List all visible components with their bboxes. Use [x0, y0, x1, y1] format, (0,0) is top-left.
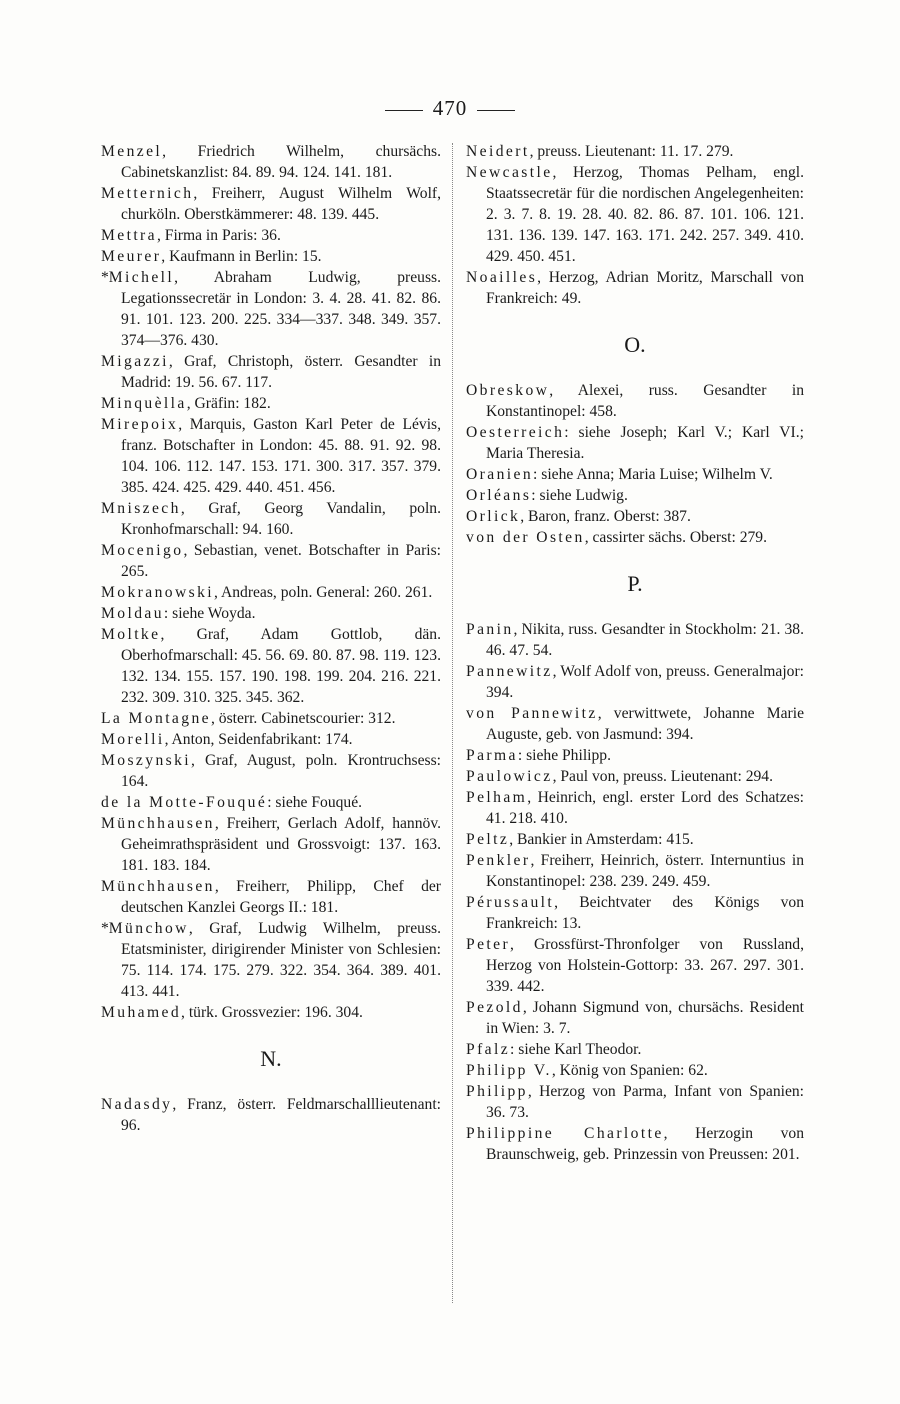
entry-marker: * — [101, 269, 109, 286]
entry-text: : siehe Ludwig. — [531, 487, 628, 504]
entry-text: : siehe Joseph; Karl V.; Karl VI.; Maria Theresia. — [486, 424, 804, 462]
index-entry — [466, 485, 804, 506]
entry-list-p — [466, 619, 804, 1165]
index-entry — [101, 813, 441, 876]
entry-name: Pelham — [466, 789, 528, 806]
entry-name: Mniszech — [101, 500, 181, 517]
entry-text: , Herzog, Thomas Pelham, engl. Staatssecretär für die nordischen Angelegenheiten: 2. 3. 7. 8. 19. 28. 40. 82. 86. 87. 101. 106. 121. 131. 136. 139. 147. 163. 171. 242. 257. 349. 410. 429. 450. 451. — [486, 164, 804, 265]
entry-name: Mocenigo — [101, 542, 184, 559]
index-entry — [466, 1039, 804, 1060]
page-number: 470 — [432, 96, 468, 120]
entry-text: , Sebastian, venet. Botschafter in Paris: 265. — [121, 542, 441, 580]
entry-text: , Friedrich Wilhelm, chursächs. Cabinetskanzlist: 84. 89. 94. 124. 141. 181. — [121, 143, 441, 181]
entry-name: Moldau — [101, 605, 164, 622]
entry-name: Philippine Charlotte — [466, 1125, 664, 1142]
section-heading-n: N. — [260, 1046, 282, 1071]
entry-text: , Firma in Paris: 36. — [156, 227, 281, 244]
entry-name: Peter — [466, 936, 511, 953]
index-entry — [466, 464, 804, 485]
entry-text: : siehe Woyda. — [163, 605, 256, 622]
page-header — [0, 96, 900, 121]
entry-name: Orléans — [466, 487, 532, 504]
index-entry — [466, 267, 804, 309]
entry-text: , preuss. Lieutenant: 11. 17. 279. — [529, 143, 734, 160]
entry-text: , österr. Cabinetscourier: 312. — [210, 710, 396, 727]
entry-name: Newcastle — [466, 164, 553, 181]
index-entry — [466, 162, 804, 267]
entry-name: Moltke — [101, 626, 161, 643]
entry-name: Neidert — [466, 143, 530, 160]
entry-name: Minquèlla — [101, 395, 187, 412]
index-entry — [466, 380, 804, 422]
entry-text: , Heinrich, engl. erster Lord des Schatzes: 41. 218. 410. — [486, 789, 804, 827]
index-entry — [466, 619, 804, 661]
index-entry — [101, 603, 441, 624]
entry-text: , Baron, franz. Oberst: 387. — [520, 508, 691, 525]
index-entry — [101, 876, 441, 918]
entry-name: Münchow — [108, 920, 189, 937]
entry-name: Migazzi — [101, 353, 169, 370]
index-entry — [101, 267, 441, 351]
right-column — [466, 141, 804, 1165]
entry-name: Menzel — [101, 143, 163, 160]
entry-name: von Pannewitz — [466, 705, 598, 722]
entry-text: , Graf, Christoph, österr. Gesandter in Madrid: 19. 56. 67. 117. — [121, 353, 441, 391]
entry-text: , Graf, Adam Gottlob, dän. Oberhofmarschall: 45. 56. 69. 80. 87. 98. 119. 123. 132. 134. 155. 157. 190. 198. 199. 204. 216. 221. 232. 309. 310. 325. 345. 362. — [121, 626, 441, 706]
entry-text: : siehe Karl Theodor. — [510, 1041, 642, 1058]
entry-text: , Johann Sigmund von, chursächs. Resident in Wien: 3. 7. — [486, 999, 804, 1037]
entry-name: Pérussault — [466, 894, 555, 911]
entry-marker: * — [101, 920, 109, 937]
entry-list-n-cont — [466, 141, 804, 309]
entry-name: Pfalz — [466, 1041, 511, 1058]
entry-text: , verwittwete, Johanne Marie Auguste, geb. von Jasmund: 394. — [486, 705, 804, 743]
entry-name: Muhamed — [101, 1004, 182, 1021]
index-entry — [466, 703, 804, 745]
entry-name: Pezold — [466, 999, 523, 1016]
index-entry — [466, 787, 804, 829]
entry-name: Mirepoix — [101, 416, 179, 433]
entry-text: , Alexei, russ. Gesandter in Konstantinopel: 458. — [486, 382, 804, 420]
entry-text: , Anton, Seidenfabrikant: 174. — [164, 731, 353, 748]
index-entry — [101, 414, 441, 498]
entry-name: Paulowicz — [466, 768, 553, 785]
index-entry — [101, 351, 441, 393]
entry-text: , türk. Grossvezier: 196. 304. — [181, 1004, 363, 1021]
entry-name: Münchhausen — [101, 815, 215, 832]
entry-text: , Graf, Georg Vandalin, poln. Kronhofmarschall: 94. 160. — [121, 500, 441, 538]
entry-name: Morelli — [101, 731, 165, 748]
index-entry — [101, 225, 441, 246]
index-entry — [101, 498, 441, 540]
entry-name: Oranien — [466, 466, 534, 483]
entry-name: Meurer — [101, 248, 162, 265]
index-entry — [101, 708, 441, 729]
index-entry — [101, 792, 441, 813]
entry-name: La Montagne — [101, 710, 211, 727]
index-entry — [466, 661, 804, 703]
entry-text: , Paul von, preuss. Lieutenant: 294. — [552, 768, 774, 785]
index-entry — [466, 141, 804, 162]
left-column — [101, 141, 441, 1136]
index-entry — [101, 750, 441, 792]
entry-text: , Graf, August, poln. Krontruchsess: 164. — [121, 752, 441, 790]
entry-text: : siehe Anna; Maria Luise; Wilhelm V. — [533, 466, 773, 483]
index-entry — [466, 422, 804, 464]
entry-text: , Freiherr, Philipp, Chef der deutschen Kanzlei Georgs II.: 181. — [121, 878, 441, 916]
entry-text: , Nikita, russ. Gesandter in Stockholm: 21. 38. 46. 47. 54. — [486, 621, 804, 659]
index-entry — [101, 141, 441, 183]
entry-text: , Gräfin: 182. — [186, 395, 271, 412]
entry-text: , Freiherr, Heinrich, österr. Internuntius in Konstantinopel: 238. 239. 249. 459. — [486, 852, 804, 890]
entry-text: , Freiherr, August Wilhelm Wolf, churköln. Oberstkämmerer: 48. 139. 445. — [121, 185, 441, 223]
index-entry — [101, 1002, 441, 1023]
entry-text: , Freiherr, Gerlach Adolf, hannöv. Geheimrathspräsident und Grossvoigt: 137. 163. 181. 183. 184. — [121, 815, 441, 874]
index-entry — [101, 729, 441, 750]
entry-name: Peltz — [466, 831, 510, 848]
entry-text: , Herzog, Adrian Moritz, Marschall von Frankreich: 49. — [486, 269, 804, 307]
entry-text: , Marquis, Gaston Karl Peter de Lévis, franz. Botschafter in London: 45. 88. 91. 92. 98. 104. 106. 112. 147. 153. 171. 300. 317. 357. 379. 385. 424. 425. 429. 440. 451. 456. — [121, 416, 441, 496]
index-entry — [466, 934, 804, 997]
index-entry — [101, 1094, 441, 1136]
entry-name: Obreskow — [466, 382, 550, 399]
entry-text: , Beichtvater des Königs von Frankreich: 13. — [486, 894, 804, 932]
entry-text: : siehe Fouqué. — [267, 794, 363, 811]
entry-text: , Graf, Ludwig Wilhelm, preuss. Etatsminister, dirigirender Minister von Schlesien: 75. 114. 174. 175. 279. 322. 354. 364. 389. 401. 413. 441. — [121, 920, 441, 1000]
entry-text: , Herzog von Parma, Infant von Spanien: 36. 73. — [486, 1083, 804, 1121]
entry-name: von der Osten — [466, 529, 585, 546]
entry-name: Münchhausen — [101, 878, 215, 895]
index-entry — [466, 997, 804, 1039]
entry-text: : siehe Philipp. — [517, 747, 611, 764]
entry-name: Nadasdy — [101, 1096, 173, 1113]
entry-name: Philipp V. — [466, 1062, 552, 1079]
entry-name: Metternich — [101, 185, 194, 202]
column-divider — [452, 143, 453, 1303]
entry-name: Noailles — [466, 269, 538, 286]
entry-name: Orlick — [466, 508, 521, 525]
entry-text: , Kaufmann in Berlin: 15. — [161, 248, 322, 265]
entry-name: Mokranowski — [101, 584, 215, 601]
header-dash-right — [477, 110, 515, 111]
entry-text: , Wolf Adolf von, preuss. Generalmajor: 394. — [486, 663, 804, 701]
entry-name: de la Motte-Fouqué — [101, 794, 268, 811]
index-entry — [466, 527, 804, 548]
index-entry — [466, 1060, 804, 1081]
entry-text: , Andreas, poln. General: 260. 261. — [214, 584, 433, 601]
index-entry — [101, 393, 441, 414]
entry-list-o — [466, 380, 804, 548]
index-entry — [101, 582, 441, 603]
entry-name: Mettra — [101, 227, 157, 244]
index-entry — [466, 745, 804, 766]
index-entry — [466, 892, 804, 934]
index-entry — [466, 1081, 804, 1123]
index-entry — [466, 829, 804, 850]
index-entry — [466, 506, 804, 527]
entry-name: Philipp — [466, 1083, 528, 1100]
entry-text: , Franz, österr. Feldmarschalllieutenant: 96. — [121, 1096, 441, 1134]
entry-text: , König von Spanien: 62. — [551, 1062, 708, 1079]
index-entry — [101, 183, 441, 225]
index-entry — [101, 918, 441, 1002]
entry-text: , Abraham Ludwig, preuss. Legationssecretär in London: 3. 4. 28. 41. 82. 86. 91. 101. 123. 200. 225. 334—337. 348. 349. 357. 374—376. 430. — [121, 269, 441, 349]
entry-name: Panin — [466, 621, 514, 638]
entry-name: Penkler — [466, 852, 531, 869]
index-entry — [101, 540, 441, 582]
header-dash-left — [385, 110, 423, 111]
index-entry — [466, 766, 804, 787]
entry-name: Moszynski — [101, 752, 192, 769]
section-heading-p: P. — [627, 571, 643, 596]
index-entry — [101, 624, 441, 708]
entry-text: , Bankier in Amsterdam: 415. — [509, 831, 694, 848]
entry-text: , cassirter sächs. Oberst: 279. — [584, 529, 768, 546]
entry-text: , Herzogin von Braunschweig, geb. Prinzessin von Preussen: 201. — [486, 1125, 804, 1163]
index-entry — [101, 246, 441, 267]
section-heading-o: O. — [624, 332, 646, 357]
index-entry — [466, 1123, 804, 1165]
entry-name: Michell — [108, 269, 175, 286]
entry-name: Parma — [466, 747, 518, 764]
entry-name: Pannewitz — [466, 663, 553, 680]
entry-text: , Grossfürst-Thronfolger von Russland, Herzog von Holstein-Gottorp: 33. 267. 297. 301. 339. 442. — [486, 936, 804, 995]
entry-list-m — [101, 141, 441, 1023]
entry-list-n — [101, 1094, 441, 1136]
index-entry — [466, 850, 804, 892]
entry-name: Oesterreich — [466, 424, 565, 441]
